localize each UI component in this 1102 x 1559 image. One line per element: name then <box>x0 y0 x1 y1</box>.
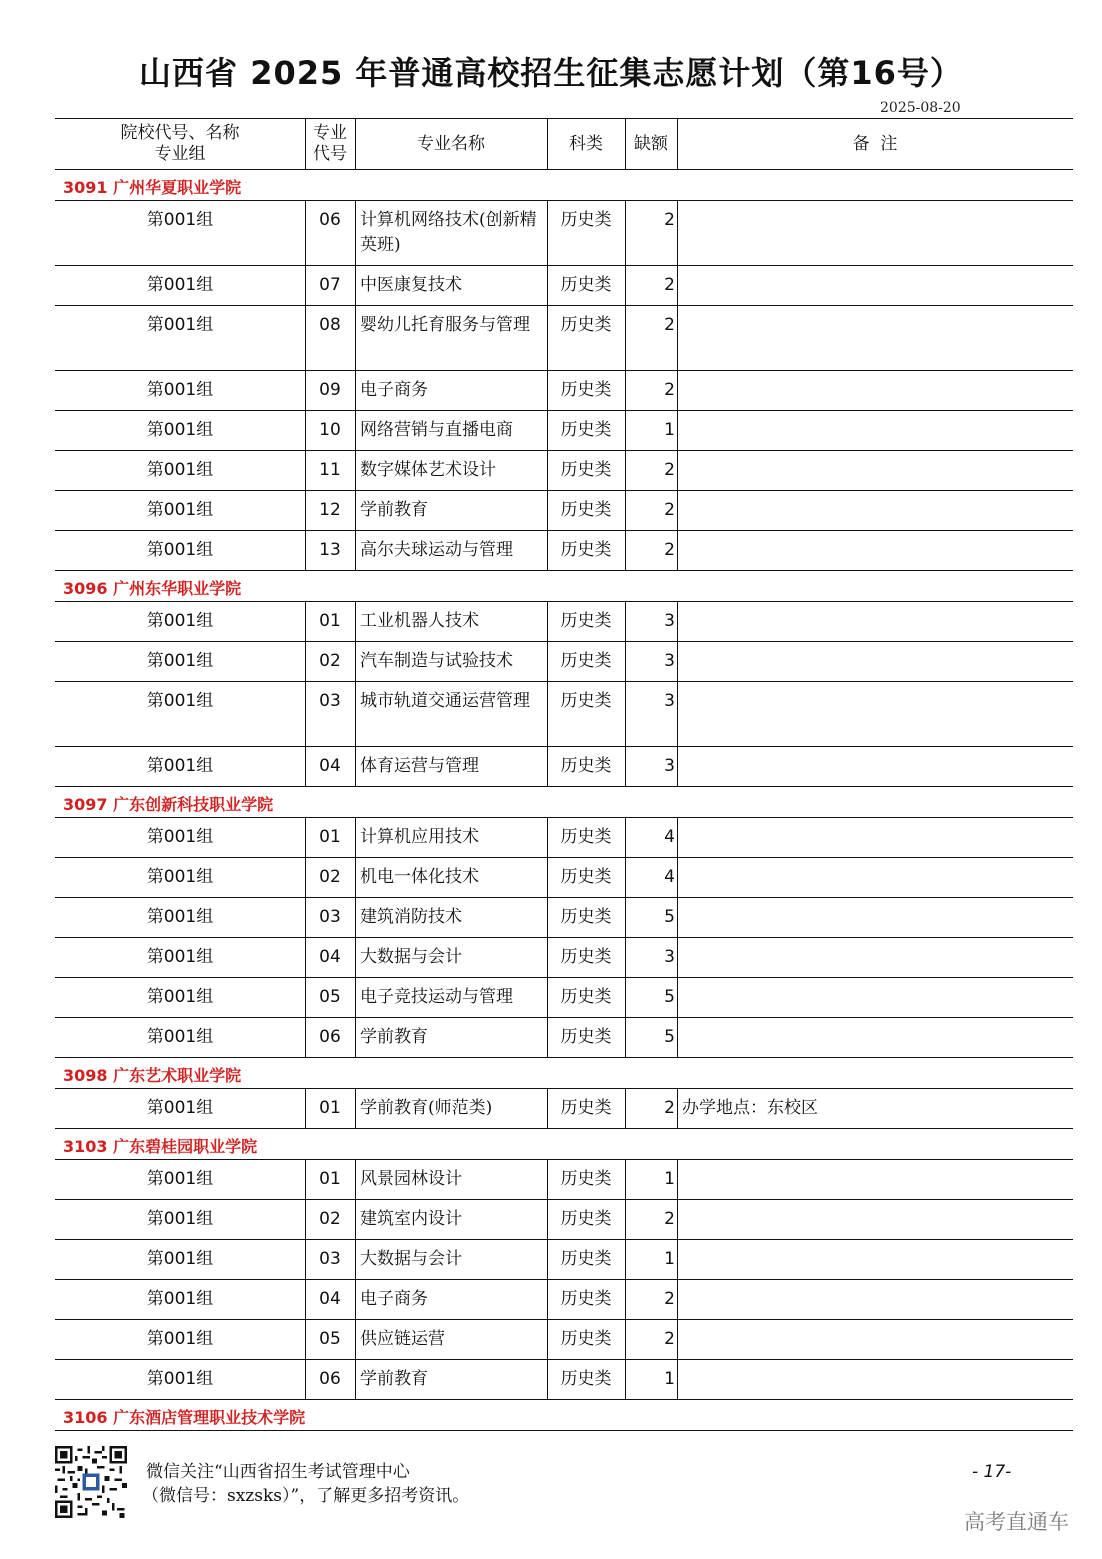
group-cell: 第001组 <box>146 540 214 560</box>
quota-cell: 3 <box>664 756 675 776</box>
category-cell: 历史类 <box>560 1027 612 1047</box>
code-cell: 03 <box>319 1249 341 1269</box>
category-cell: 历史类 <box>560 275 612 295</box>
group-cell: 第001组 <box>146 500 214 520</box>
school-name: 3091 广州华夏职业学院 <box>63 178 242 197</box>
school-name: 3106 广东酒店管理职业技术学院 <box>63 1408 306 1427</box>
table-row <box>55 1280 1073 1320</box>
school-name: 3098 广东艺术职业学院 <box>63 1066 242 1085</box>
code-cell: 06 <box>319 1369 341 1389</box>
quota-cell: 2 <box>664 380 675 400</box>
code-cell: 02 <box>319 867 341 887</box>
col-note: 备 注 <box>852 133 898 154</box>
code-cell: 03 <box>319 907 341 927</box>
major-cell: 电子商务 <box>360 1289 428 1309</box>
code-cell: 06 <box>319 1027 341 1047</box>
table-row <box>55 371 1073 411</box>
quota-cell: 2 <box>664 500 675 520</box>
code-cell: 10 <box>319 420 341 440</box>
code-cell: 01 <box>319 1098 341 1118</box>
school-header <box>55 787 1073 818</box>
code-cell: 09 <box>319 380 341 400</box>
major-cell: 风景园林设计 <box>360 1169 462 1189</box>
code-cell: 02 <box>319 1209 341 1229</box>
table-row <box>55 411 1073 451</box>
category-cell: 历史类 <box>560 1369 612 1389</box>
quota-cell: 2 <box>664 1209 675 1229</box>
category-cell: 历史类 <box>560 691 612 711</box>
col-quota: 缺额 <box>634 133 668 154</box>
code-cell: 04 <box>319 947 341 967</box>
table-row <box>55 978 1073 1018</box>
category-cell: 历史类 <box>560 380 612 400</box>
major-cell: 城市轨道交通运营管理 <box>360 691 530 711</box>
group-cell: 第001组 <box>146 460 214 480</box>
quota-cell: 2 <box>664 275 675 295</box>
major-cell: 学前教育(师范类) <box>360 1098 493 1118</box>
col-category: 科类 <box>569 133 603 154</box>
school-header <box>55 1129 1073 1160</box>
category-cell: 历史类 <box>560 651 612 671</box>
group-cell: 第001组 <box>146 1249 214 1269</box>
group-cell: 第001组 <box>146 1098 214 1118</box>
code-cell: 05 <box>319 1329 341 1349</box>
table-row <box>55 938 1073 978</box>
quota-cell: 4 <box>664 867 675 887</box>
table-row <box>55 1320 1073 1360</box>
category-cell: 历史类 <box>560 611 612 631</box>
note-cell: 办学地点：东校区 <box>682 1098 818 1118</box>
table-row <box>55 898 1073 938</box>
major-cell: 计算机网络技术(创新精英班) <box>360 210 537 255</box>
group-cell: 第001组 <box>146 611 214 631</box>
quota-cell: 5 <box>664 907 675 927</box>
category-cell: 历史类 <box>560 420 612 440</box>
category-cell: 历史类 <box>560 1169 612 1189</box>
school-name: 3097 广东创新科技职业学院 <box>63 795 274 814</box>
wechat-line-1: 微信关注“山西省招生考试管理中心 <box>146 1462 410 1482</box>
table-row <box>55 602 1073 642</box>
category-cell: 历史类 <box>560 540 612 560</box>
major-cell: 大数据与会计 <box>360 947 462 967</box>
major-cell: 学前教育 <box>360 1027 428 1047</box>
group-cell: 第001组 <box>146 756 214 776</box>
group-cell: 第001组 <box>146 210 214 230</box>
quota-cell: 1 <box>664 1169 675 1189</box>
quota-cell: 2 <box>664 1098 675 1118</box>
code-cell: 05 <box>319 987 341 1007</box>
code-cell: 01 <box>319 1169 341 1189</box>
code-cell: 13 <box>319 540 341 560</box>
table-row <box>55 1018 1073 1058</box>
group-cell: 第001组 <box>146 315 214 335</box>
code-cell: 04 <box>319 1289 341 1309</box>
group-cell: 第001组 <box>146 987 214 1007</box>
category-cell: 历史类 <box>560 1249 612 1269</box>
col-major: 专业名称 <box>417 133 485 154</box>
major-cell: 机电一体化技术 <box>360 867 479 887</box>
category-cell: 历史类 <box>560 500 612 520</box>
col-code: 专业 代号 <box>313 123 347 164</box>
major-cell: 电子竞技运动与管理 <box>360 987 513 1007</box>
table-row <box>55 1089 1073 1129</box>
school-header <box>55 1058 1073 1089</box>
quota-cell: 1 <box>664 1249 675 1269</box>
table-row <box>55 818 1073 858</box>
major-cell: 大数据与会计 <box>360 1249 462 1269</box>
quota-cell: 5 <box>664 1027 675 1047</box>
code-cell: 12 <box>319 500 341 520</box>
table-row <box>55 642 1073 682</box>
major-cell: 供应链运营 <box>360 1329 445 1349</box>
quota-cell: 2 <box>664 540 675 560</box>
code-cell: 11 <box>319 460 341 480</box>
school-header <box>55 1400 1073 1431</box>
code-cell: 04 <box>319 756 341 776</box>
major-cell: 中医康复技术 <box>360 275 462 295</box>
category-cell: 历史类 <box>560 315 612 335</box>
quota-cell: 2 <box>664 315 675 335</box>
code-cell: 01 <box>319 827 341 847</box>
quota-cell: 3 <box>664 691 675 711</box>
category-cell: 历史类 <box>560 827 612 847</box>
group-cell: 第001组 <box>146 420 214 440</box>
school-header <box>55 571 1073 602</box>
table-row <box>55 491 1073 531</box>
group-cell: 第001组 <box>146 947 214 967</box>
watermark: 高考直通车 <box>964 1510 1069 1534</box>
category-cell: 历史类 <box>560 947 612 967</box>
table-row <box>55 1240 1073 1280</box>
table-row <box>55 858 1073 898</box>
qr-code-icon <box>55 1446 127 1518</box>
quota-cell: 2 <box>664 210 675 230</box>
plan-table <box>55 118 1073 1431</box>
major-cell: 电子商务 <box>360 380 428 400</box>
major-cell: 高尔夫球运动与管理 <box>360 540 513 560</box>
group-cell: 第001组 <box>146 691 214 711</box>
group-cell: 第001组 <box>146 867 214 887</box>
table-row <box>55 1200 1073 1240</box>
table-header <box>55 118 1073 170</box>
table-row <box>55 682 1073 747</box>
group-cell: 第001组 <box>146 1169 214 1189</box>
table-row <box>55 531 1073 571</box>
code-cell: 03 <box>319 691 341 711</box>
school-name: 3096 广州东华职业学院 <box>63 579 242 598</box>
page-title: 山西省 2025 年普通高校招生征集志愿计划（第16号） <box>139 54 963 92</box>
code-cell: 06 <box>319 210 341 230</box>
code-cell: 02 <box>319 651 341 671</box>
group-cell: 第001组 <box>146 1209 214 1229</box>
group-cell: 第001组 <box>146 651 214 671</box>
category-cell: 历史类 <box>560 756 612 776</box>
category-cell: 历史类 <box>560 1329 612 1349</box>
table-row <box>55 1360 1073 1400</box>
quota-cell: 2 <box>664 1329 675 1349</box>
group-cell: 第001组 <box>146 1329 214 1349</box>
category-cell: 历史类 <box>560 1098 612 1118</box>
major-cell: 汽车制造与试验技术 <box>360 651 513 671</box>
quota-cell: 5 <box>664 987 675 1007</box>
major-cell: 建筑室内设计 <box>360 1209 462 1229</box>
quota-cell: 1 <box>664 420 675 440</box>
table-row <box>55 451 1073 491</box>
code-cell: 08 <box>319 315 341 335</box>
table-row <box>55 306 1073 371</box>
col-school-group: 院校代号、名称 专业组 <box>120 123 240 164</box>
major-cell: 体育运营与管理 <box>360 756 479 776</box>
wechat-notice <box>142 1460 470 1508</box>
major-cell: 婴幼儿托育服务与管理 <box>360 315 530 335</box>
group-cell: 第001组 <box>146 1289 214 1309</box>
major-cell: 学前教育 <box>360 1369 428 1389</box>
quota-cell: 3 <box>664 947 675 967</box>
major-cell: 计算机应用技术 <box>360 827 479 847</box>
quota-cell: 2 <box>664 460 675 480</box>
quota-cell: 3 <box>664 651 675 671</box>
quota-cell: 3 <box>664 611 675 631</box>
code-cell: 07 <box>319 275 341 295</box>
category-cell: 历史类 <box>560 987 612 1007</box>
category-cell: 历史类 <box>560 907 612 927</box>
category-cell: 历史类 <box>560 210 612 230</box>
category-cell: 历史类 <box>560 1209 612 1229</box>
page-number: - 17- <box>972 1462 1012 1482</box>
major-cell: 建筑消防技术 <box>360 907 462 927</box>
publish-date: 2025-08-20 <box>880 100 961 116</box>
group-cell: 第001组 <box>146 1027 214 1047</box>
code-cell: 01 <box>319 611 341 631</box>
table-row <box>55 1160 1073 1200</box>
quota-cell: 1 <box>664 1369 675 1389</box>
quota-cell: 4 <box>664 827 675 847</box>
major-cell: 网络营销与直播电商 <box>360 420 513 440</box>
major-cell: 工业机器人技术 <box>360 611 479 631</box>
category-cell: 历史类 <box>560 1289 612 1309</box>
category-cell: 历史类 <box>560 460 612 480</box>
category-cell: 历史类 <box>560 867 612 887</box>
group-cell: 第001组 <box>146 827 214 847</box>
table-row <box>55 266 1073 306</box>
quota-cell: 2 <box>664 1289 675 1309</box>
major-cell: 学前教育 <box>360 500 428 520</box>
group-cell: 第001组 <box>146 907 214 927</box>
group-cell: 第001组 <box>146 275 214 295</box>
school-header <box>55 170 1073 201</box>
school-name: 3103 广东碧桂园职业学院 <box>63 1137 258 1156</box>
table-row <box>55 747 1073 787</box>
group-cell: 第001组 <box>146 380 214 400</box>
major-cell: 数字媒体艺术设计 <box>360 460 496 480</box>
table-row <box>55 201 1073 266</box>
wechat-line-2: （微信号：sxzsks）”，了解更多招考资讯。 <box>142 1486 470 1506</box>
group-cell: 第001组 <box>146 1369 214 1389</box>
